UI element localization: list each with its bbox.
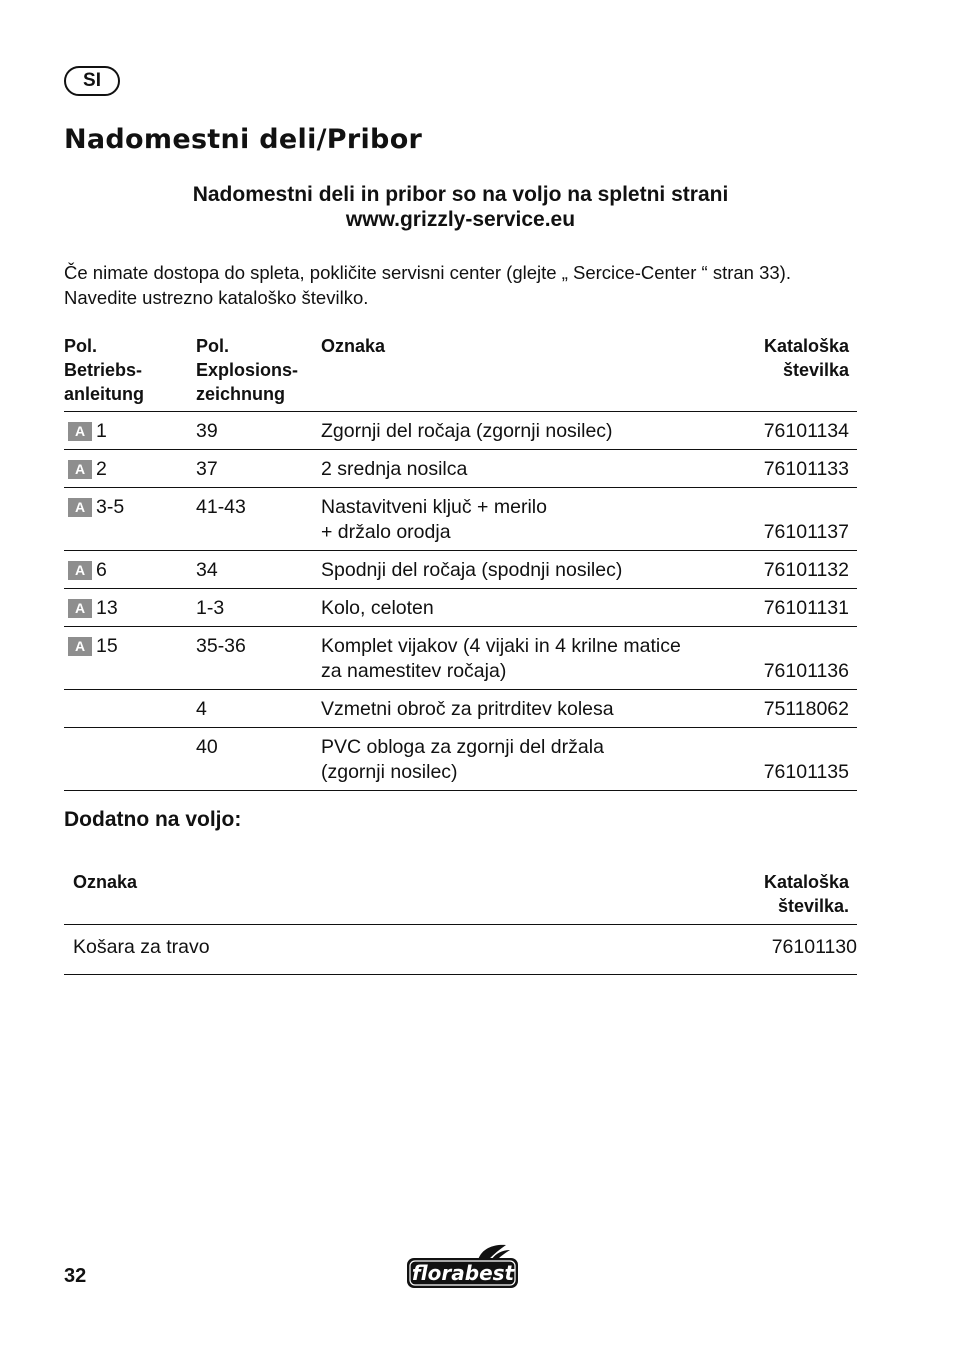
part-label — [321, 412, 717, 450]
part-label — [321, 450, 717, 488]
pos-manual-cell — [64, 488, 196, 551]
table-row — [64, 551, 857, 589]
table-row — [64, 627, 857, 690]
additional-heading: Dodatno na voljo: — [64, 808, 242, 831]
parts-table-header — [64, 334, 857, 412]
page-number: 32 — [64, 1265, 87, 1287]
pos-manual: 13 — [96, 597, 118, 619]
notice-url: www.grizzly-service.eu — [345, 208, 576, 231]
part-label — [321, 627, 717, 690]
figure-badge: A — [68, 460, 92, 479]
parts-table — [64, 334, 857, 791]
table-row — [64, 728, 857, 791]
part-label-line: Nastavitveni ključ + merilo — [321, 496, 547, 518]
pos-manual: 15 — [96, 635, 118, 657]
part-label — [321, 488, 717, 551]
catalog-number: 76101132 — [717, 551, 857, 589]
pos-manual-cell — [64, 450, 196, 488]
part-label — [321, 728, 717, 791]
table-row — [64, 412, 857, 450]
pos-drawing: 4 — [196, 690, 321, 728]
part-label-line: Zgornji del ročaja (zgornji nosilec) — [321, 420, 613, 442]
catalog-number: 75118062 — [717, 690, 857, 728]
pos-manual: 6 — [96, 559, 107, 581]
intro-text — [64, 260, 864, 310]
pos-drawing: 35-36 — [196, 627, 321, 690]
catalog-number: 76101131 — [717, 589, 857, 627]
catalog-number: 76101134 — [717, 412, 857, 450]
header-pos-drawing: Pol. Explosions- zeichnung — [196, 336, 299, 404]
table-row — [64, 690, 857, 728]
notice-line-1: Nadomestni deli in pribor so na voljo na spletni strani — [192, 183, 729, 206]
part-label-line: 2 srednja nosilca — [321, 458, 468, 480]
figure-badge: A — [68, 561, 92, 580]
acc-header-label: Oznaka — [73, 872, 138, 892]
pos-drawing: 34 — [196, 551, 321, 589]
table-row — [64, 488, 857, 551]
intro-line-2: Navedite ustrezno kataloško številko. — [64, 287, 369, 308]
pos-manual-cell — [64, 551, 196, 589]
catalog-number: 76101133 — [717, 450, 857, 488]
pos-manual: 2 — [96, 458, 107, 480]
pos-manual-cell — [64, 412, 196, 450]
pos-manual-cell — [64, 728, 196, 791]
pos-drawing: 37 — [196, 450, 321, 488]
table-row — [64, 450, 857, 488]
pos-manual-cell — [64, 589, 196, 627]
part-label — [321, 589, 717, 627]
language-badge: SI — [64, 66, 120, 96]
figure-badge: A — [68, 498, 92, 517]
part-label-line: Vzmetni obroč za pritrditev kolesa — [321, 698, 614, 720]
acc-header-catalog: Kataloška številka. — [763, 872, 849, 916]
part-label-line: za namestitev ročaja) — [321, 660, 507, 682]
pos-manual-cell — [64, 690, 196, 728]
part-label-line: Spodnji del ročaja (spodnji nosilec) — [321, 559, 623, 581]
pos-drawing: 40 — [196, 728, 321, 791]
intro-line-1: Če nimate dostopa do spleta, pokličite servisni center (glejte „ Sercice-Center “ stran 33). — [64, 262, 791, 283]
part-label-line: PVC obloga za zgornji del držala — [321, 736, 604, 758]
figure-badge: A — [68, 637, 92, 656]
pos-drawing: 41-43 — [196, 488, 321, 551]
part-label-line: + držalo orodja — [321, 521, 451, 543]
table-row — [64, 589, 857, 627]
pos-manual-cell — [64, 627, 196, 690]
part-label — [321, 690, 717, 728]
pos-manual: 3-5 — [96, 496, 125, 518]
header-pos-manual: Pol. Betriebs- anleitung — [64, 336, 144, 404]
florabest-logo — [406, 1244, 520, 1290]
header-catalog: Kataloška številka — [763, 336, 849, 380]
logo-text: florabest — [411, 1261, 515, 1285]
figure-badge: A — [68, 599, 92, 618]
part-label — [321, 551, 717, 589]
accessories-table — [64, 870, 857, 975]
part-label-line: (zgornji nosilec) — [321, 761, 458, 783]
table-row — [64, 925, 857, 975]
accessory-catalog-number: 76101130 — [697, 925, 857, 975]
header-label: Oznaka — [321, 336, 386, 356]
catalog-number: 76101137 — [717, 488, 857, 551]
part-label-line: Kolo, celoten — [321, 597, 434, 619]
figure-badge: A — [68, 422, 92, 441]
catalog-number: 76101135 — [717, 728, 857, 791]
catalog-number: 76101136 — [717, 627, 857, 690]
accessories-table-header — [64, 870, 857, 925]
pos-drawing: 1-3 — [196, 589, 321, 627]
pos-manual: 1 — [96, 420, 107, 442]
part-label-line: Komplet vijakov (4 vijaki in 4 krilne matice — [321, 635, 681, 657]
pos-drawing: 39 — [196, 412, 321, 450]
page-title: Nadomestni deli/Pribor — [64, 124, 423, 155]
accessory-label: Košara za travo — [64, 925, 697, 975]
